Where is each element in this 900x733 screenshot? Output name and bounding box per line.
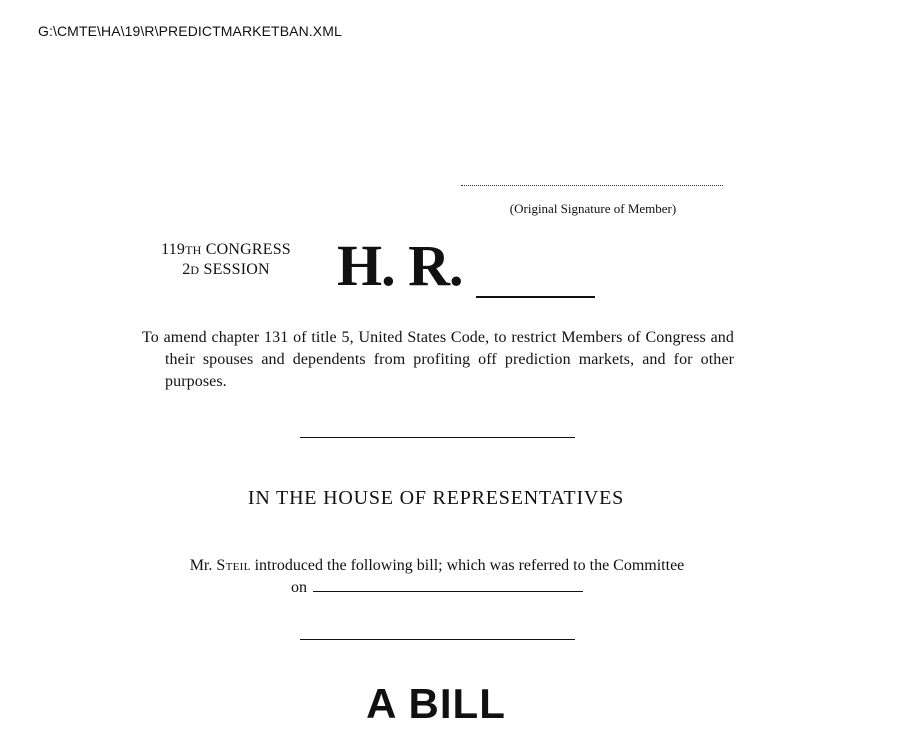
- file-path: G:\CMTE\HA\19\R\PREDICTMARKETBAN.XML: [38, 23, 342, 39]
- congress-word: CONGRESS: [201, 241, 291, 258]
- introduction-statement: [140, 555, 734, 599]
- session-number-suffix: D: [190, 263, 200, 277]
- congress-line: [142, 240, 310, 260]
- session-line: [142, 260, 310, 280]
- congress-number: 119: [161, 241, 186, 258]
- signature-caption: (Original Signature of Member): [509, 201, 677, 216]
- bill-number-blank: [476, 296, 595, 298]
- sponsor-prefix: Mr.: [189, 557, 217, 574]
- chamber-heading: IN THE HOUSE OF REPRESENTATIVES: [247, 487, 625, 509]
- session-word: SESSION: [199, 261, 270, 278]
- introduction-line-2: [140, 577, 734, 599]
- separator-rule-bottom: [300, 639, 575, 640]
- bill-purpose: To amend chapter 131 of title 5, United States Code, to restrict Members of Congress and their spouses and dependents from profiting off prediction markets, and for other purposes.: [142, 329, 734, 390]
- congress-session-block: [142, 240, 310, 280]
- congress-number-suffix: TH: [185, 243, 202, 257]
- session-number: 2: [182, 261, 191, 278]
- bill-title: A BILL: [366, 680, 506, 727]
- bill-designation: H. R.: [337, 233, 463, 298]
- introduction-text: introduced the following bill; which was referred to the Committee: [250, 557, 685, 574]
- committee-blank: [313, 578, 583, 592]
- introduction-on: on: [291, 579, 307, 596]
- introduction-line-1: [140, 555, 734, 577]
- separator-rule-top: [300, 437, 575, 438]
- signature-line: [461, 185, 723, 186]
- sponsor-name: Steil: [216, 557, 251, 574]
